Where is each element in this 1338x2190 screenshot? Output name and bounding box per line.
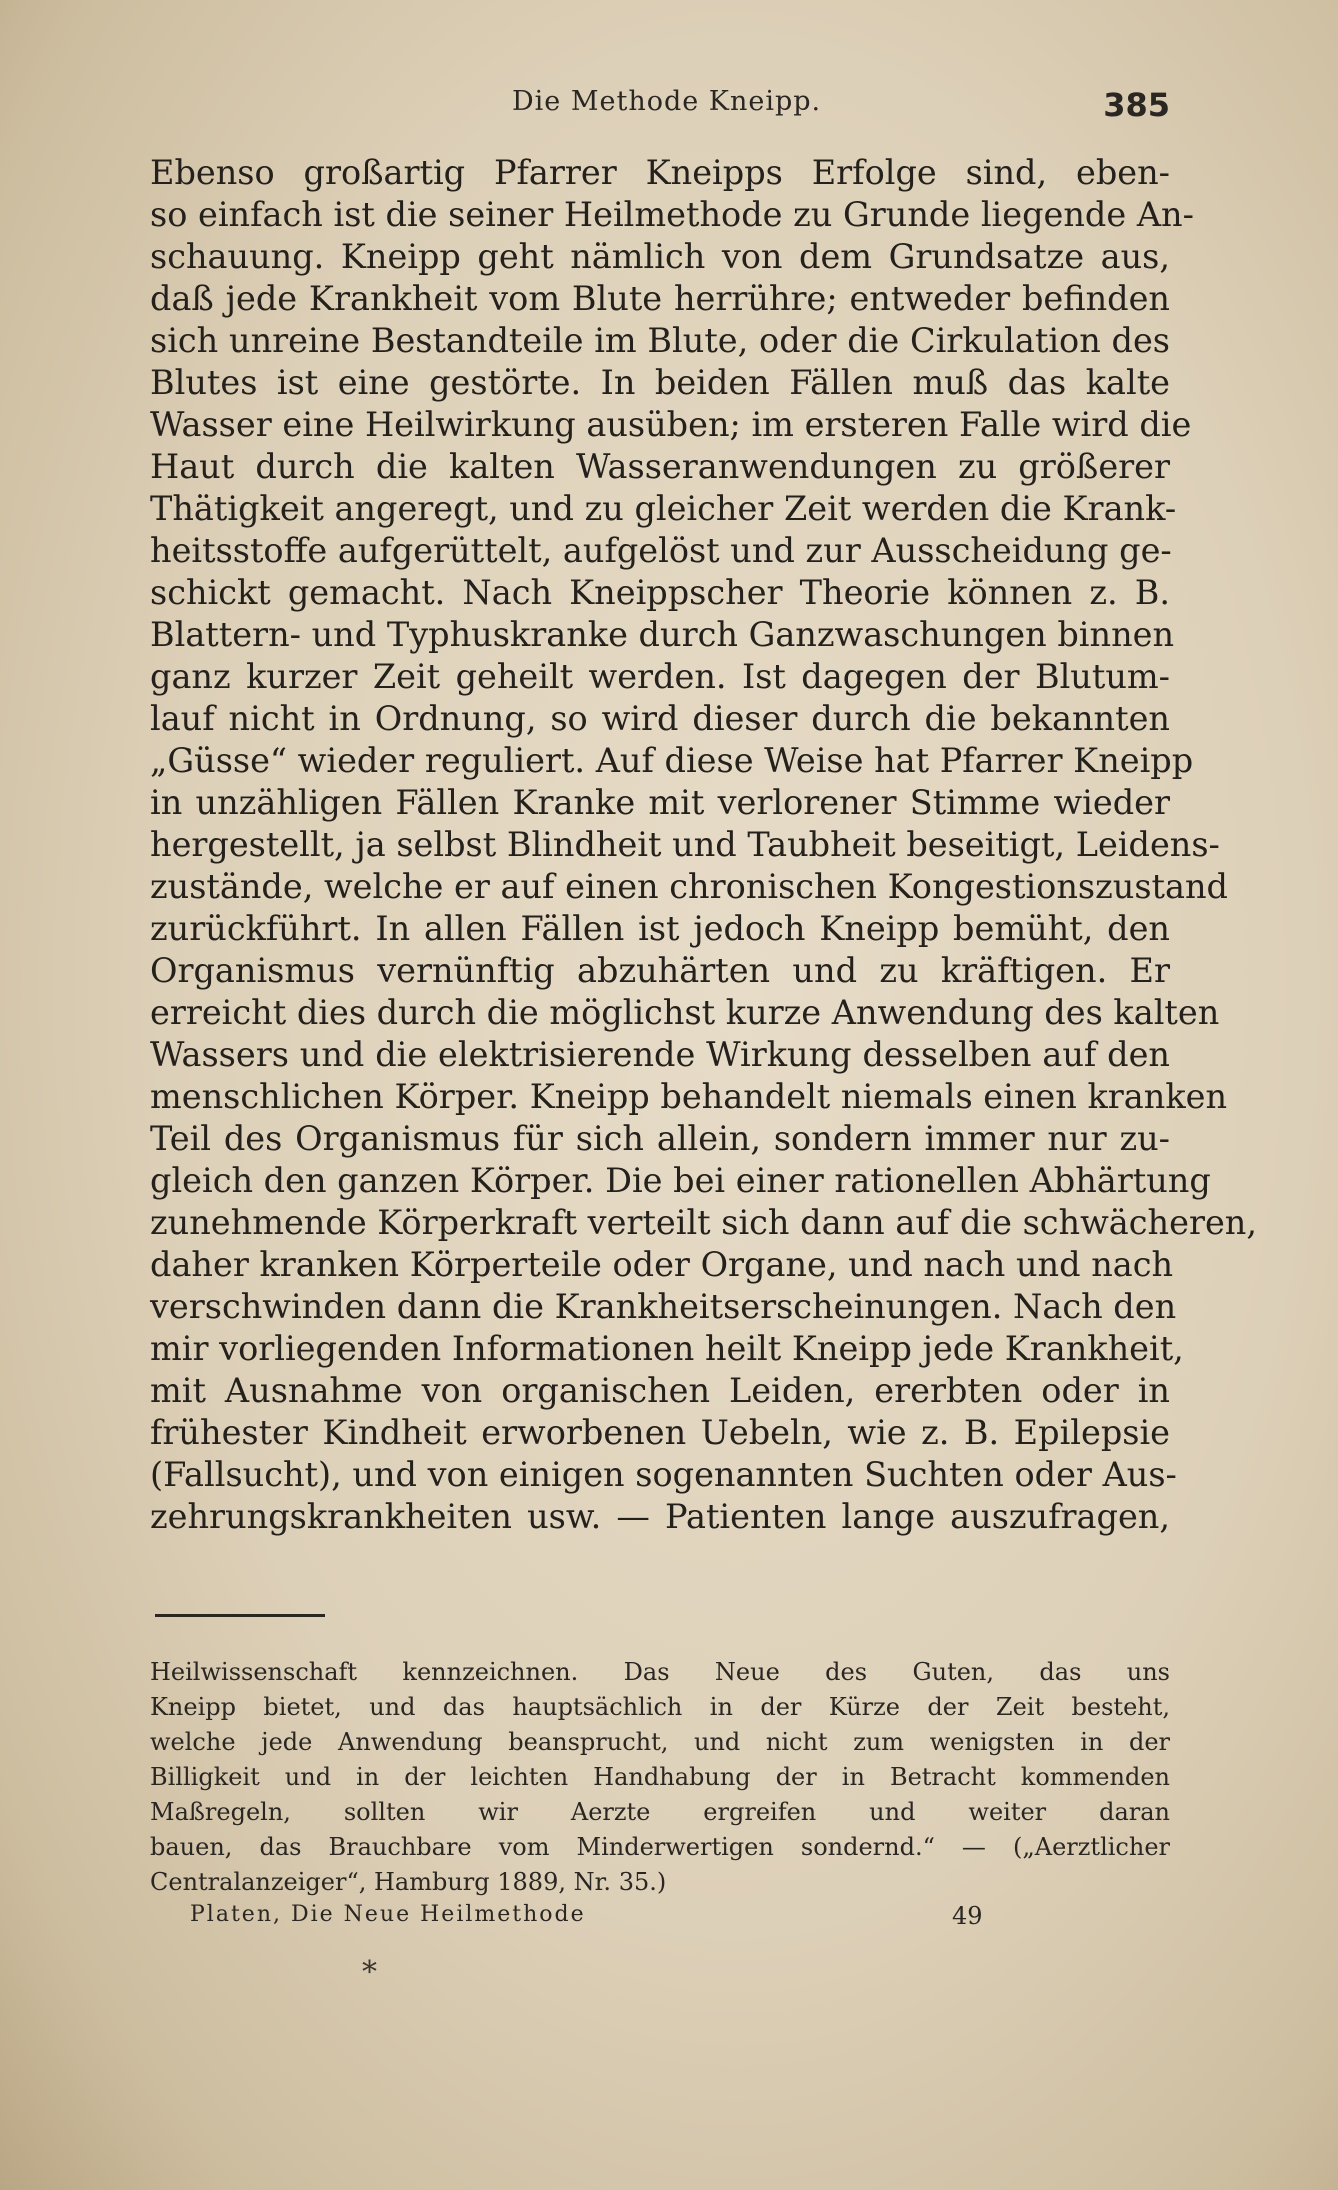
text-line: zurückführt. In allen Fällen ist jedoch Kneipp bemüht, den [150,909,1170,948]
text-line: Organismus vernünftig abzuhärten und zu kräftigen. Er [150,951,1170,990]
signature-mark: * [362,1955,377,1990]
text-line: mir vorliegenden Informationen heilt Kneipp jede Krankheit, [150,1329,1184,1368]
footnote-rule [155,1614,325,1617]
page-number: 385 [1103,86,1170,124]
text-line: Blattern- und Typhuskranke durch Ganzwaschungen binnen [150,615,1175,654]
footnote-line: Maßregeln, sollten wir Aerzte ergreifen und weiter daran [150,1798,1170,1826]
main-text-block [150,152,1258,1538]
text-line: sich unreine Bestandteile im Blute, oder die Cirkulation des [150,321,1170,360]
text-line: zehrungskrankheiten usw. — Patienten lange auszufragen, [150,1497,1170,1536]
text-line: hergestellt, ja selbst Blindheit und Taubheit beseitigt, Leidens- [150,825,1220,864]
footnote-line: Heilwissenschaft kennzeichnen. Das Neue des Guten, das uns [150,1658,1170,1686]
footnote-line: Centralanzeiger“, Hamburg 1889, Nr. 35.) [150,1868,667,1896]
text-line: zustände, welche er auf einen chronischen Kongestionszustand [150,867,1228,906]
text-line: heitsstoffe aufgerüttelt, aufgelöst und zur Ausscheidung ge- [150,531,1172,570]
text-line: Wasser eine Heilwirkung ausüben; im ersteren Falle wird die [150,405,1192,444]
text-line: daher kranken Körperteile oder Organe, und nach und nach [150,1245,1174,1284]
text-line: schickt gemacht. Nach Kneippscher Theorie können z. B. [150,573,1170,612]
text-line: frühester Kindheit erworbenen Uebeln, wie z. B. Epilepsie [150,1413,1170,1452]
text-line: gleich den ganzen Körper. Die bei einer rationellen Abhärtung [150,1161,1211,1200]
footnote-line: bauen, das Brauchbare vom Minderwertigen sondernd.“ — („Aerztlicher [150,1833,1170,1861]
text-line: Ebenso großartig Pfarrer Kneipps Erfolge sind, eben- [150,153,1170,192]
text-line: schauung. Kneipp geht nämlich von dem Grundsatze aus, [150,237,1170,276]
text-line: verschwinden dann die Krankheitserscheinungen. Nach den [150,1287,1177,1326]
text-line: Blutes ist eine gestörte. In beiden Fällen muß das kalte [150,363,1170,402]
text-line: daß jede Krankheit vom Blute herrühre; entweder befinden [150,279,1170,318]
signature-number: 49 [952,1902,983,1930]
running-head [150,80,1170,130]
text-line: erreicht dies durch die möglichst kurze Anwendung des kalten [150,993,1220,1032]
footnote-line: welche jede Anwendung beansprucht, und nicht zum wenigsten in der [150,1728,1170,1756]
text-line: (Fallsucht), und von einigen sogenannten Suchten oder Aus- [150,1455,1177,1494]
running-title: Die Methode Kneipp. [512,86,822,117]
footnote-line: Billigkeit und in der leichten Handhabung der in Betracht kommenden [150,1763,1170,1791]
text-line: Teil des Organismus für sich allein, sondern immer nur zu- [150,1119,1170,1158]
text-line: Haut durch die kalten Wasseranwendungen zu größerer [150,447,1170,486]
text-line: menschlichen Körper. Kneipp behandelt niemals einen kranken [150,1077,1228,1116]
text-line: so einfach ist die seiner Heilmethode zu Grunde liegende An- [150,195,1194,234]
text-line: „Güsse“ wieder reguliert. Auf diese Weise hat Pfarrer Kneipp [150,741,1194,780]
signature-title: Platen, Die Neue Heilmethode [190,1902,586,1927]
text-line: ganz kurzer Zeit geheilt werden. Ist dagegen der Blutum- [150,657,1170,696]
text-line: mit Ausnahme von organischen Leiden, ererbten oder in [150,1371,1170,1410]
text-line: lauf nicht in Ordnung, so wird dieser durch die bekannten [150,699,1170,738]
signature-line [190,1902,990,1936]
footnote-line: Kneipp bietet, und das hauptsächlich in der Kürze der Zeit besteht, [150,1693,1170,1721]
text-line: Wassers und die elektrisierende Wirkung desselben auf den [150,1035,1170,1074]
footnote-block [150,1655,1170,1900]
text-line: Thätigkeit angeregt, und zu gleicher Zeit werden die Krank- [150,489,1177,528]
text-line: zunehmende Körperkraft verteilt sich dann auf die schwächeren, [150,1203,1258,1242]
text-line: in unzähligen Fällen Kranke mit verlorener Stimme wieder [150,783,1170,822]
